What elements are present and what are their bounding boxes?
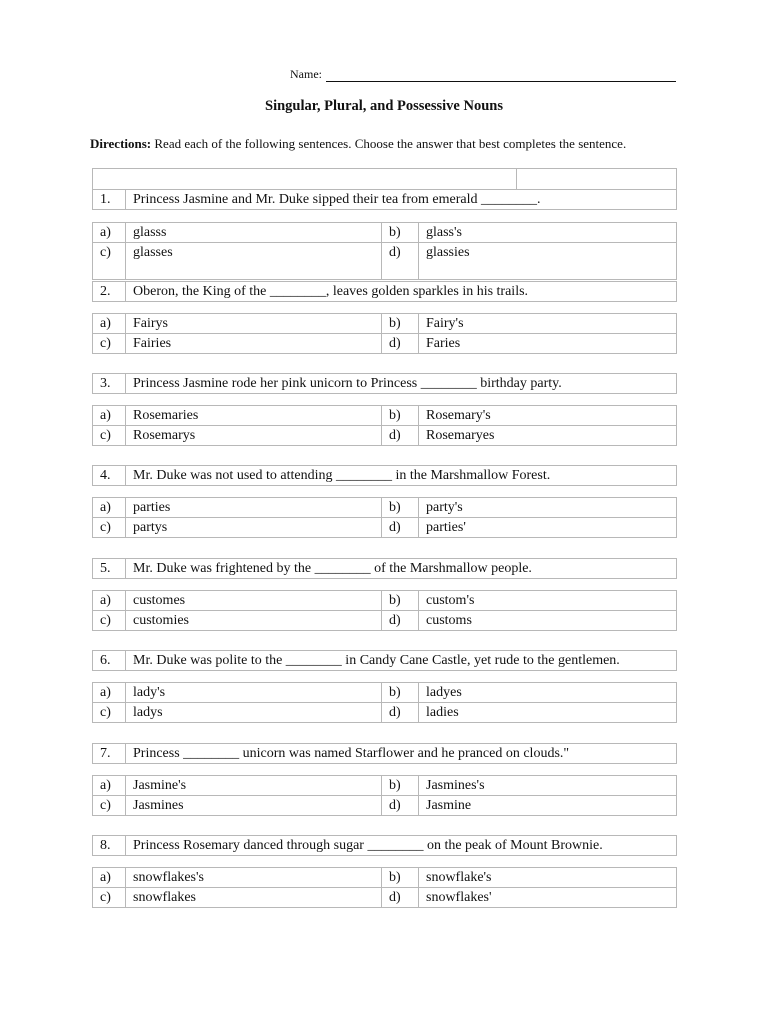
option-a[interactable]: Rosemaries [126, 406, 382, 426]
name-blank-line[interactable] [326, 69, 676, 82]
option-d[interactable]: snowflakes' [419, 888, 677, 908]
question-text: Mr. Duke was polite to the ________ in Candy Cane Castle, yet rude to the gentlemen. [126, 651, 677, 671]
option-letter: b) [382, 498, 419, 518]
option-a[interactable]: Jasmine's [126, 776, 382, 796]
option-d[interactable]: parties' [419, 518, 677, 538]
option-letter: b) [382, 223, 419, 243]
option-letter: d) [382, 796, 419, 816]
option-d[interactable]: Rosemaryes [419, 426, 677, 446]
question-8-options [92, 867, 677, 908]
question-text: Princess Jasmine and Mr. Duke sipped their tea from emerald ________. [126, 190, 677, 210]
empty-header-cell [93, 169, 517, 190]
option-d[interactable]: customs [419, 611, 677, 631]
option-a[interactable]: Fairys [126, 314, 382, 334]
name-label: Name: [290, 67, 322, 81]
question-3-options [92, 405, 677, 446]
option-letter: a) [93, 591, 126, 611]
question-text: Oberon, the King of the ________, leaves golden sparkles in his trails. [126, 282, 677, 302]
question-2-table [92, 281, 677, 302]
option-letter: a) [93, 868, 126, 888]
option-letter: c) [93, 888, 126, 908]
option-letter: c) [93, 703, 126, 723]
option-letter: c) [93, 796, 126, 816]
option-c[interactable]: Jasmines [126, 796, 382, 816]
question-4-table [92, 465, 677, 486]
option-letter: a) [93, 406, 126, 426]
question-text: Princess Jasmine rode her pink unicorn to Princess ________ birthday party. [126, 374, 677, 394]
question-7-table [92, 743, 677, 764]
option-d[interactable]: glassies [419, 243, 677, 280]
directions [90, 136, 626, 152]
question-5-options [92, 590, 677, 631]
question-4-options [92, 497, 677, 538]
option-letter: c) [93, 611, 126, 631]
question-6-table [92, 650, 677, 671]
option-b[interactable]: snowflake's [419, 868, 677, 888]
question-text: Mr. Duke was not used to attending ________ in the Marshmallow Forest. [126, 466, 677, 486]
option-b[interactable]: Rosemary's [419, 406, 677, 426]
question-2-options [92, 313, 677, 354]
question-number: 4. [93, 466, 126, 486]
option-letter: b) [382, 683, 419, 703]
question-text: Mr. Duke was frightened by the ________ of the Marshmallow people. [126, 559, 677, 579]
option-b[interactable]: party's [419, 498, 677, 518]
option-letter: d) [382, 703, 419, 723]
option-letter: d) [382, 334, 419, 354]
option-letter: a) [93, 223, 126, 243]
option-letter: b) [382, 406, 419, 426]
question-3-table [92, 373, 677, 394]
name-field [290, 67, 676, 82]
directions-label: Directions: [90, 136, 152, 151]
question-text: Princess Rosemary danced through sugar ________ on the peak of Mount Brownie. [126, 836, 677, 856]
option-d[interactable]: Faries [419, 334, 677, 354]
question-6-options [92, 682, 677, 723]
option-c[interactable]: partys [126, 518, 382, 538]
option-c[interactable]: customies [126, 611, 382, 631]
question-number: 3. [93, 374, 126, 394]
option-b[interactable]: Fairy's [419, 314, 677, 334]
option-letter: c) [93, 518, 126, 538]
option-letter: d) [382, 518, 419, 538]
question-number: 5. [93, 559, 126, 579]
question-text: Princess ________ unicorn was named Starflower and he pranced on clouds." [126, 744, 677, 764]
option-c[interactable]: ladys [126, 703, 382, 723]
option-letter: c) [93, 426, 126, 446]
option-a[interactable]: lady's [126, 683, 382, 703]
option-d[interactable]: ladies [419, 703, 677, 723]
question-1-table [92, 168, 677, 210]
empty-header-cell [517, 169, 677, 190]
option-a[interactable]: customes [126, 591, 382, 611]
option-letter: a) [93, 498, 126, 518]
question-number: 2. [93, 282, 126, 302]
option-b[interactable]: ladyes [419, 683, 677, 703]
option-a[interactable]: parties [126, 498, 382, 518]
option-c[interactable]: snowflakes [126, 888, 382, 908]
option-letter: a) [93, 314, 126, 334]
option-letter: b) [382, 776, 419, 796]
question-5-table [92, 558, 677, 579]
question-number: 1. [93, 190, 126, 210]
option-a[interactable]: glasss [126, 223, 382, 243]
question-number: 6. [93, 651, 126, 671]
worksheet-title: Singular, Plural, and Possessive Nouns [265, 98, 503, 114]
option-c[interactable]: Fairies [126, 334, 382, 354]
option-b[interactable]: Jasmines's [419, 776, 677, 796]
option-letter: c) [93, 334, 126, 354]
option-letter: b) [382, 314, 419, 334]
option-letter: b) [382, 868, 419, 888]
option-letter: d) [382, 888, 419, 908]
option-letter: d) [382, 611, 419, 631]
option-b[interactable]: custom's [419, 591, 677, 611]
option-letter: a) [93, 683, 126, 703]
option-letter: b) [382, 591, 419, 611]
option-d[interactable]: Jasmine [419, 796, 677, 816]
option-letter: a) [93, 776, 126, 796]
question-number: 7. [93, 744, 126, 764]
option-letter: d) [382, 243, 419, 280]
question-1-options [92, 222, 677, 280]
question-number: 8. [93, 836, 126, 856]
option-c[interactable]: glasses [126, 243, 382, 280]
question-7-options [92, 775, 677, 816]
directions-text: Read each of the following sentences. Choose the answer that best completes the sentence. [151, 136, 627, 151]
option-letter: d) [382, 426, 419, 446]
question-8-table [92, 835, 677, 856]
option-letter: c) [93, 243, 126, 280]
option-a[interactable]: snowflakes's [126, 868, 382, 888]
option-b[interactable]: glass's [419, 223, 677, 243]
option-c[interactable]: Rosemarys [126, 426, 382, 446]
